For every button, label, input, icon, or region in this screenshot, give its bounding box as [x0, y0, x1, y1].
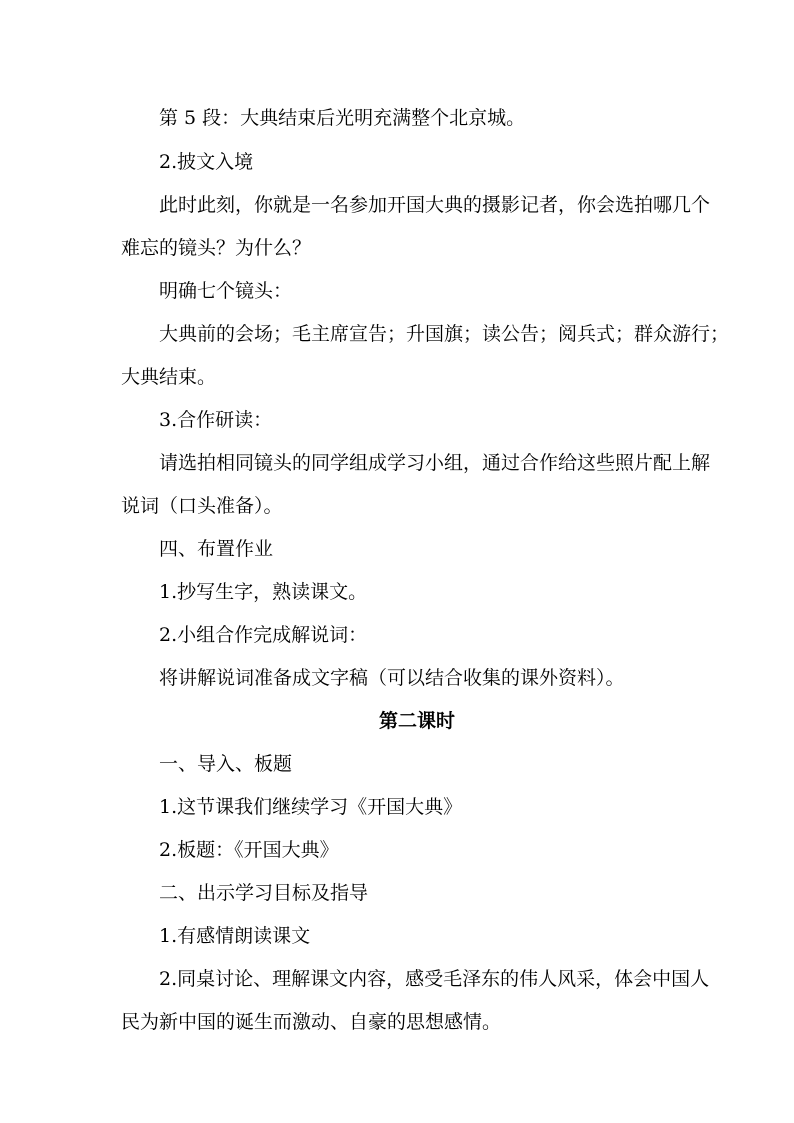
list-item: 2.板题：《开国大典》 [159, 839, 339, 861]
section-subheading: 2.披文入境 [159, 151, 254, 173]
section-heading: 二、出示学习目标及指导 [159, 882, 369, 904]
section-heading: 一、导入、板题 [159, 753, 293, 775]
list-item: 1.这节课我们继续学习《开国大典》 [159, 796, 463, 818]
lesson-title: 第二课时 [378, 710, 455, 732]
paragraph-line: 难忘的镜头？为什么？ [121, 237, 312, 259]
paragraph-line: 请选拍相同镜头的同学组成学习小组，通过合作给这些照片配上解 [159, 452, 711, 474]
list-item: 1.有感情朗读课文 [159, 925, 311, 947]
paragraph-line: 民为新中国的诞生而激动、自豪的思想感情。 [121, 1011, 502, 1033]
section-heading: 四、布置作业 [159, 538, 274, 560]
paragraph-line: 大典前的会场；毛主席宣告；升国旗；读公告；阅兵式；群众游行； [159, 323, 730, 345]
paragraph-line: 大典结束。 [121, 366, 217, 388]
paragraph-line: 此时此刻，你就是一名参加开国大典的摄影记者，你会选拍哪几个 [159, 194, 711, 216]
paragraph-line: 明确七个镜头： [159, 280, 293, 302]
list-item: 1.抄写生字，熟读课文。 [159, 581, 368, 603]
list-item: 2.小组合作完成解说词： [159, 624, 368, 646]
paragraph-line: 说词（口头准备）。 [121, 495, 283, 517]
list-item: 2.同桌讨论、理解课文内容，感受毛泽东的伟人风采，体会中国人 [159, 968, 710, 990]
paragraph-line: 第 5 段：大典结束后光明充满整个北京城。 [159, 107, 526, 129]
paragraph-line: 将讲解说词准备成文字稿（可以结合收集的课外资料）。 [159, 667, 625, 689]
section-subheading: 3.合作研读： [159, 409, 273, 431]
